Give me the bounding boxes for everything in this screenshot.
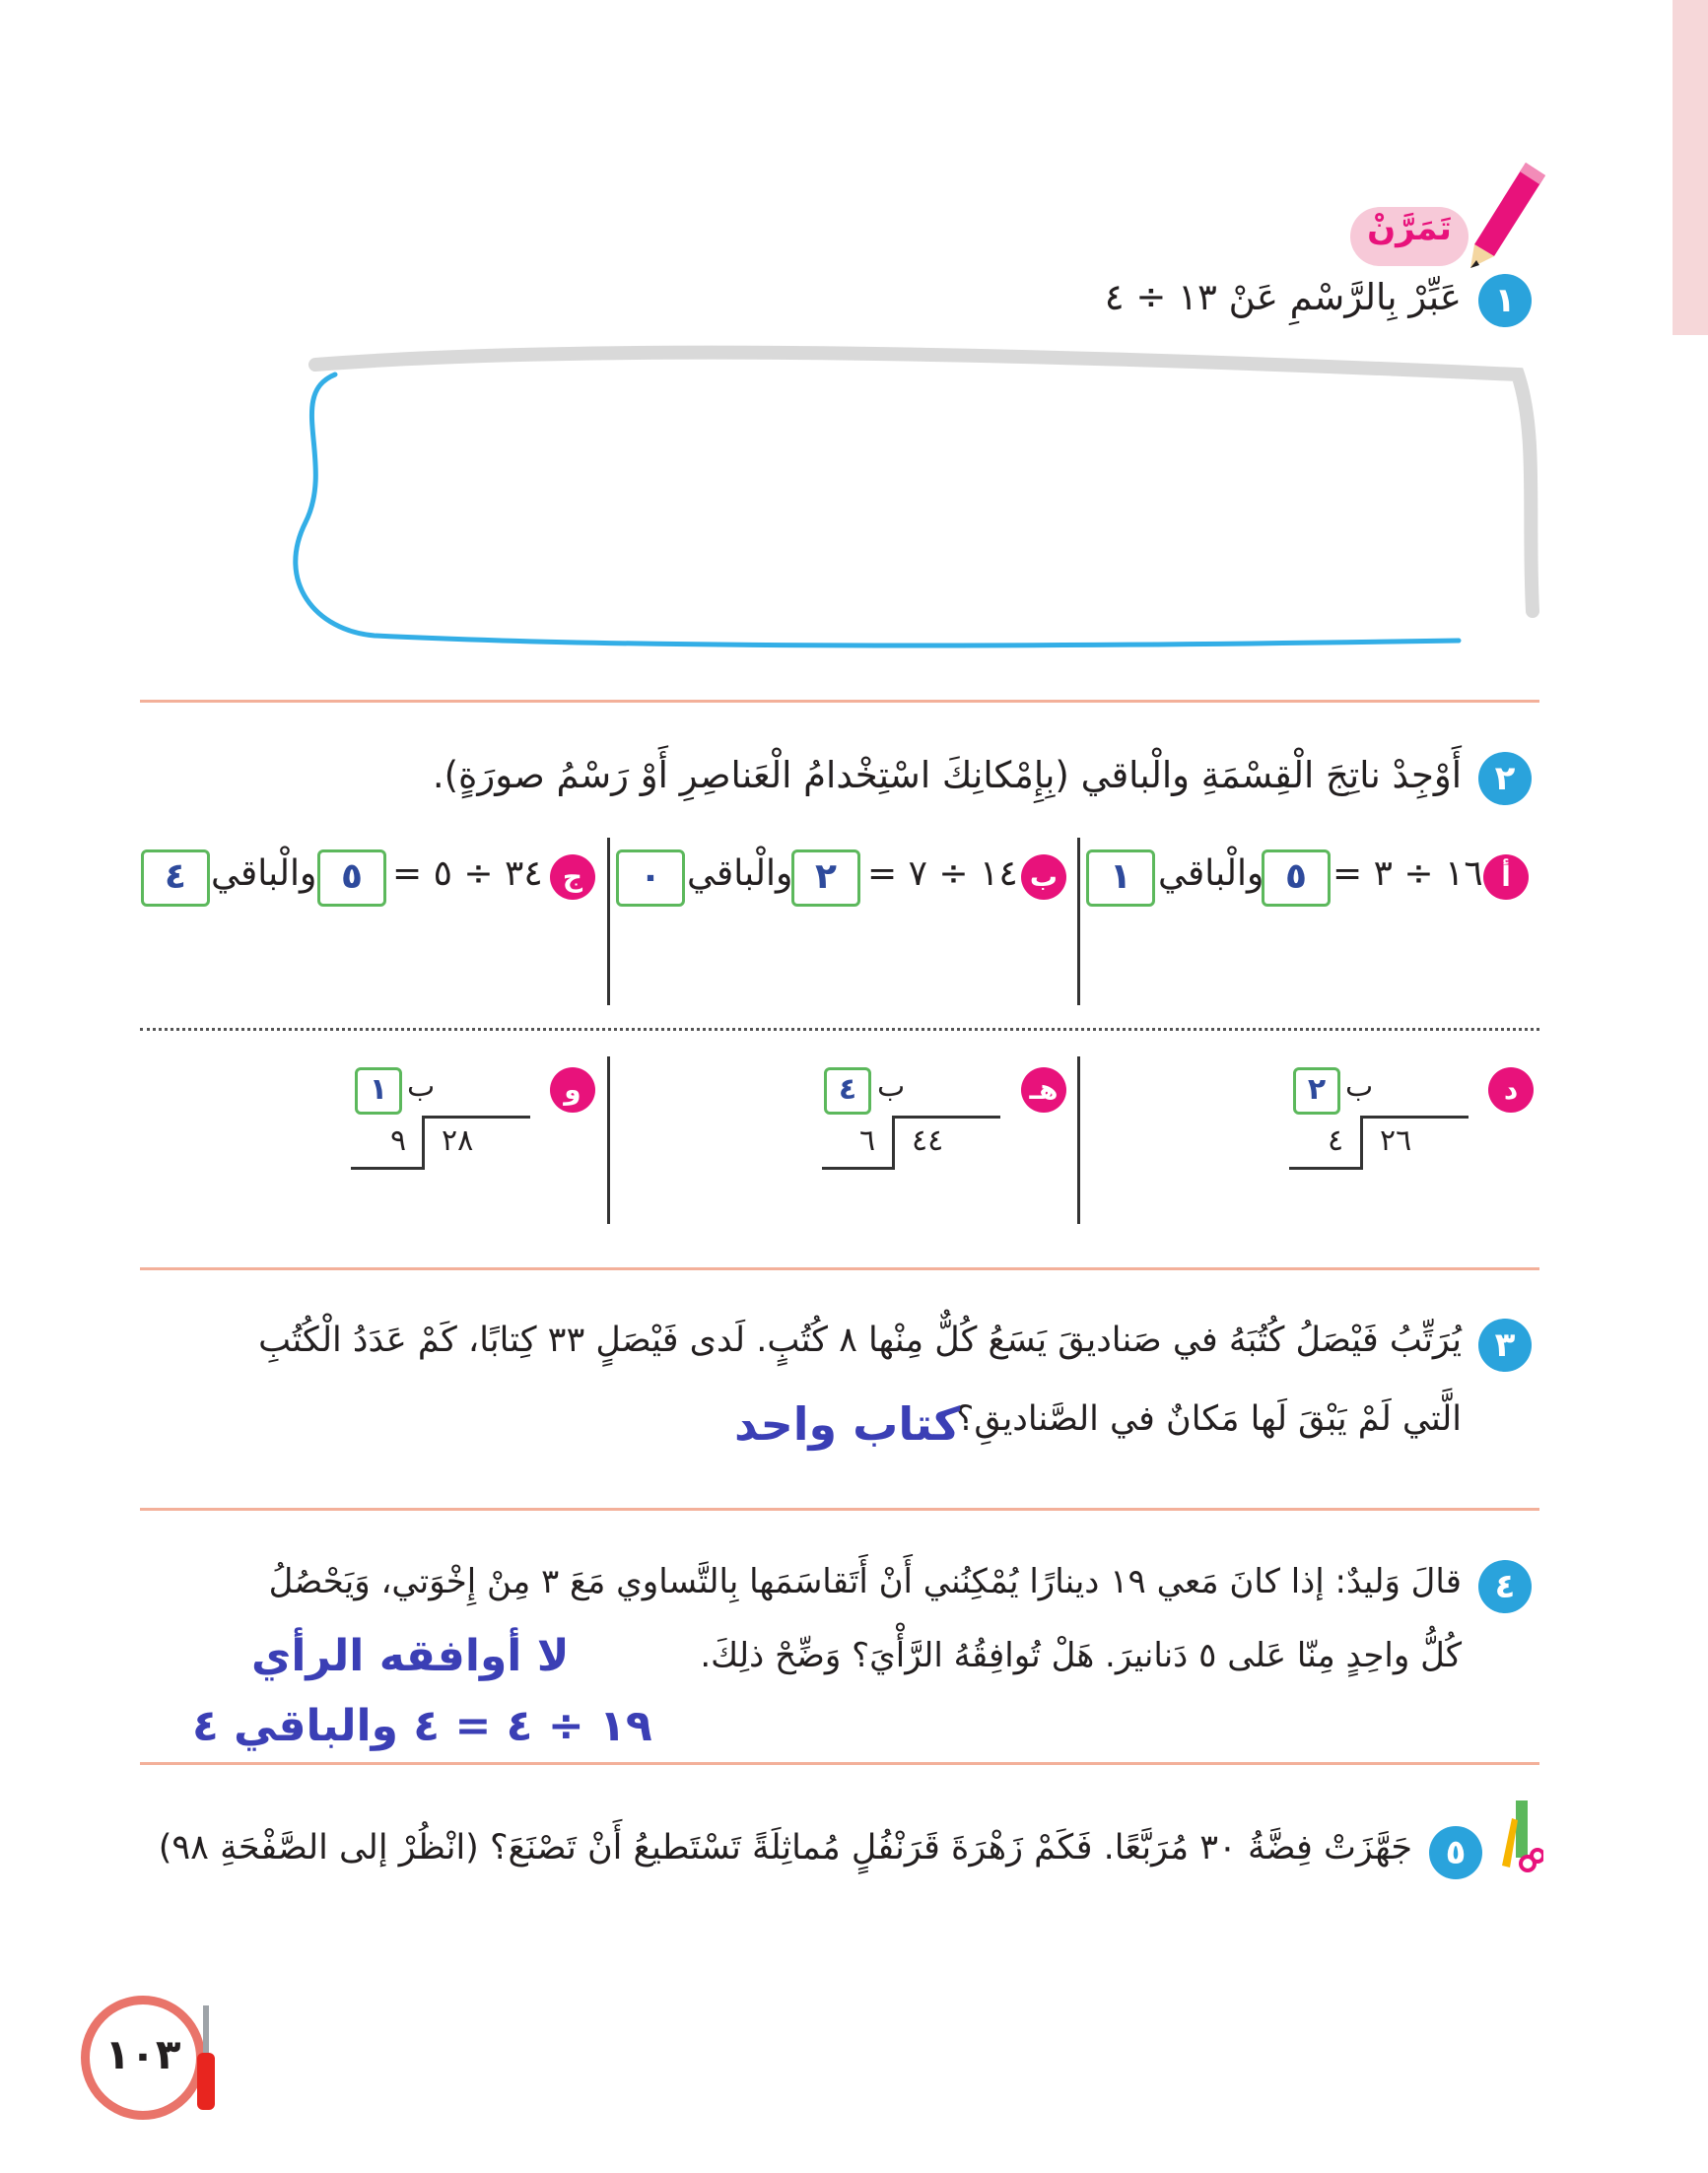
separator-3	[140, 1508, 1539, 1511]
question-3-line1: يُرَتِّبُ فَيْصَلُ كُتُبَهُ في صَناديقَ يَسَعُ كُلٌّ مِنْها ٨ كُتُبٍ. لَدى فَيْصَلٍ ٣٣ كِتابًا، كَمْ عَدَدُ الْكُتُبِ	[258, 1321, 1462, 1360]
part-d-bracket-top	[1360, 1116, 1469, 1119]
part-b-remainder-word: والْباقي	[687, 853, 793, 894]
part-e-divisor: ٦	[859, 1123, 876, 1158]
pencil-icon	[1467, 158, 1555, 276]
page-number: ١٠٣	[104, 2030, 181, 2078]
question-4-answer-1: لا أوافقه الرأي	[251, 1631, 570, 1681]
part-e-dividend: ٤٤	[912, 1123, 944, 1158]
part-a-expression: ١٦ ÷ ٣ =	[1332, 853, 1483, 894]
part-d-remainder-box[interactable]: ٢	[1293, 1067, 1340, 1115]
drawing-area[interactable]	[276, 335, 1557, 660]
question-2-badge: ٢	[1478, 752, 1532, 805]
part-b-quotient-box[interactable]: ٢	[791, 849, 860, 907]
part-e-bracket-side	[892, 1116, 895, 1167]
separator-1	[140, 700, 1539, 703]
separator-2	[140, 1267, 1539, 1270]
question-1-text: عَبِّرْ بِالرَّسْمِ عَنْ ١٣ ÷ ٤	[1104, 276, 1462, 318]
part-divider-3	[1077, 1056, 1080, 1224]
part-c-expression: ٣٤ ÷ ٥ =	[392, 853, 543, 894]
dotted-separator	[140, 1028, 1539, 1031]
question-4-line2: كُلُّ واحِدٍ مِنّا عَلى ٥ دَنانيرَ. هَلْ تُوافِقُهُ الرَّأْيَ؟ وَضِّحْ ذلِكَ.	[700, 1636, 1462, 1675]
part-divider-4	[607, 1056, 610, 1224]
part-c-remainder-word: والْباقي	[211, 853, 317, 894]
part-divider-1	[1077, 838, 1080, 1005]
part-c-quotient-box[interactable]: ٥	[317, 849, 386, 907]
question-5-badge: ٥	[1429, 1826, 1482, 1879]
practice-label: تَمَرَّنْ	[1367, 209, 1452, 248]
part-f-dividend: ٢٨	[442, 1123, 474, 1158]
screwdriver-icon	[193, 2005, 219, 2114]
part-e-divisor-line	[822, 1167, 895, 1170]
part-e-badge: هـ	[1021, 1067, 1066, 1113]
part-f-divisor: ٩	[390, 1123, 407, 1158]
part-d-badge: د	[1488, 1067, 1534, 1113]
question-3-answer: كتاب واحد	[734, 1397, 961, 1451]
question-4-badge: ٤	[1478, 1560, 1532, 1613]
part-f-bracket-top	[422, 1116, 530, 1119]
part-a-remainder-word: والْباقي	[1158, 853, 1264, 894]
part-f-remainder-box[interactable]: ١	[355, 1067, 402, 1115]
part-f-badge: و	[550, 1067, 595, 1113]
part-b-expression: ١٤ ÷ ٧ =	[867, 853, 1018, 894]
part-b-badge: ب	[1021, 854, 1066, 900]
part-d-bracket-side	[1360, 1116, 1363, 1167]
craft-tools-icon	[1498, 1799, 1543, 1873]
part-f-remainder-prefix: ب	[407, 1069, 436, 1104]
part-a-quotient-box[interactable]: ٥	[1262, 849, 1331, 907]
part-f-bracket-side	[422, 1116, 425, 1167]
question-2-text: أَوْجِدْ ناتِجَ الْقِسْمَةِ والْباقي (بِإِمْكانِكَ اسْتِخْدامُ الْعَناصِرِ أَوْ رَسْمُ صورَةٍ).	[432, 754, 1462, 796]
part-d-remainder-prefix: ب	[1345, 1069, 1374, 1104]
part-c-badge: ج	[550, 854, 595, 900]
part-e-bracket-top	[892, 1116, 1000, 1119]
part-d-divisor: ٤	[1328, 1123, 1344, 1158]
question-4-answer-2: ١٩ ÷ ٤ = ٤ والباقي ٤	[192, 1701, 652, 1751]
practice-header	[1350, 187, 1547, 276]
part-f-divisor-line	[351, 1167, 425, 1170]
question-5-text: جَهَّزَتْ فِضَّةُ ٣٠ مُرَبَّعًا. فَكَمْ زَهْرَةَ قَرَنْفُلٍ مُماثِلَةً تَسْتَطيعُ أَنْ تَصْنَعَ؟ (انْظُرْ إلى الصَّفْحَةِ ٩٨)	[158, 1828, 1412, 1867]
part-a-remainder-box[interactable]: ١	[1086, 849, 1155, 907]
part-d-dividend: ٢٦	[1380, 1123, 1412, 1158]
part-divider-2	[607, 838, 610, 1005]
part-e-remainder-box[interactable]: ٤	[824, 1067, 871, 1115]
question-4-line1: قالَ وَليدٌ: إذا كانَ مَعي ١٩ دينارًا يُمْكِنُني أَنْ أَتَقاسَمَها بِالتَّساوي مَعَ ٣ مِنْ إِخْوَتي، وَيَحْصُلُ	[268, 1562, 1462, 1601]
question-3-line2: الَّتي لَمْ يَبْقَ لَها مَكانٌ في الصَّناديقِ؟	[955, 1399, 1462, 1439]
part-a-badge: أ	[1483, 854, 1529, 900]
page-edge-tab	[1673, 0, 1708, 335]
separator-4	[140, 1762, 1539, 1765]
part-c-remainder-box[interactable]: ٤	[141, 849, 210, 907]
part-b-remainder-box[interactable]: ٠	[616, 849, 685, 907]
part-d-divisor-line	[1289, 1167, 1363, 1170]
question-3-badge: ٣	[1478, 1319, 1532, 1372]
part-e-remainder-prefix: ب	[877, 1069, 906, 1104]
question-1-badge: ١	[1478, 274, 1532, 327]
